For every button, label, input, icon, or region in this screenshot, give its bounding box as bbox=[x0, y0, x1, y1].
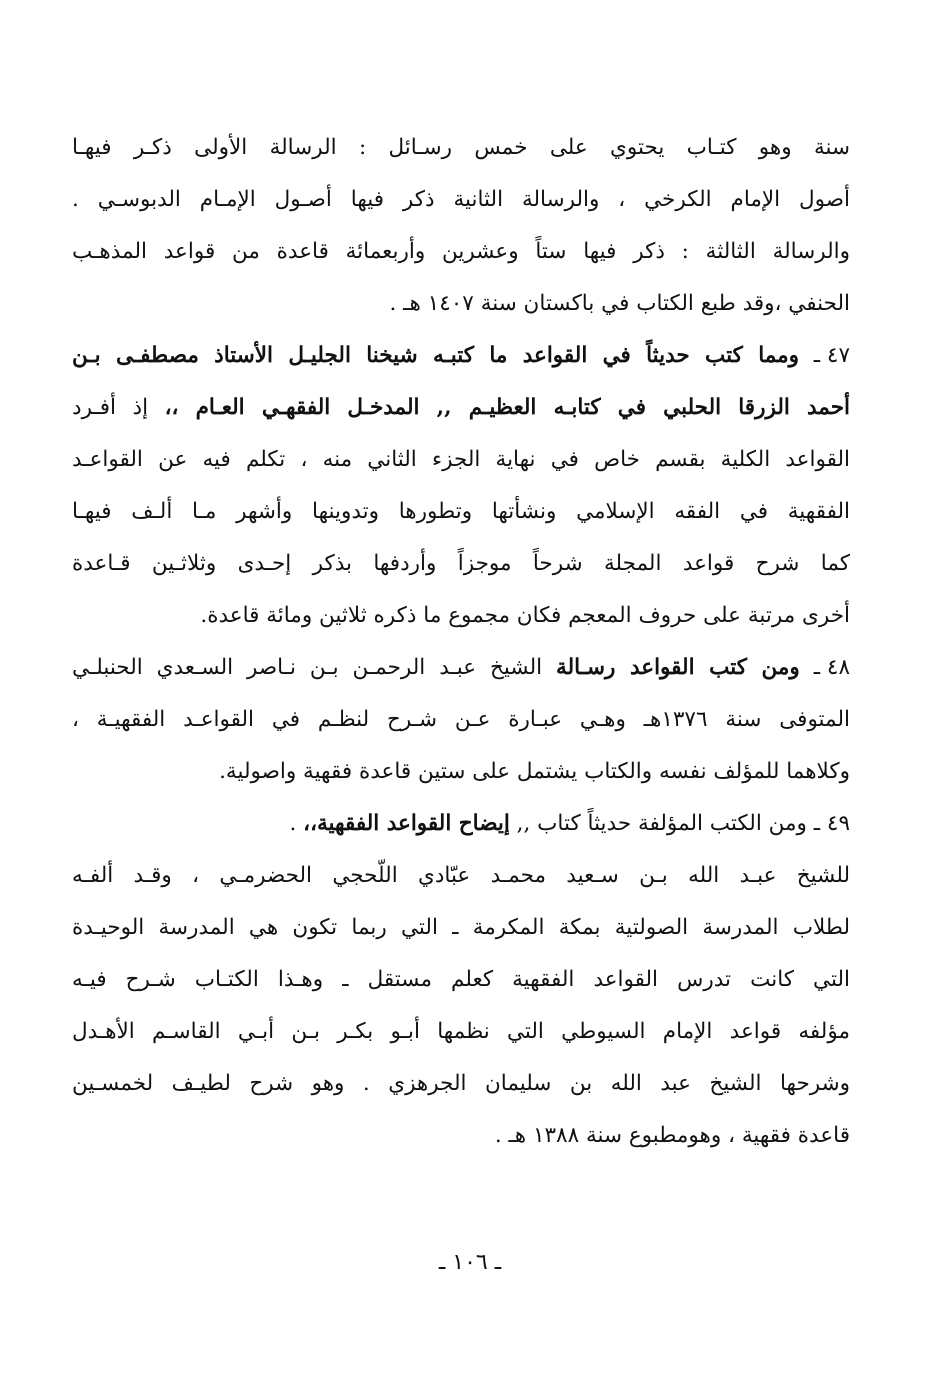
intro-line-3: والرسالة الثالثة : ذكر فيها ستاً وعشرين وأربعمائة قاعدة من قواعد المذهـب bbox=[72, 239, 850, 264]
entry-48-line-2: المتوفى سنة ١٣٧٦هـ وهـي عبـارة عـن شـرح لنظـم في القواعـد الفقهيـة ، bbox=[72, 707, 850, 732]
entry-49-line-4: التي كانت تدرس القواعد الفقهية كعلم مستقل ـ وهـذا الكتـاب شـرح فيـه bbox=[72, 967, 850, 992]
entry-48-bold-lead: ومن كتب القواعد رسـالة bbox=[556, 655, 800, 680]
entry-47-line-3: القواعد الكلية بقسم خاص في نهاية الجزء الثاني منه ، تكلم فيه عن القواعـد bbox=[72, 447, 850, 472]
entry-47-line-5: كما شرح قواعد المجلة شرحاً موجزاً وأردفها بذكر إحـدى وثلاثـين قـاعدة bbox=[72, 551, 850, 576]
entry-48-line-1 bbox=[72, 642, 850, 694]
entry-48-number: ٤٨ ـ bbox=[813, 655, 850, 680]
entry-48-line-1-tail: الشيخ عبـد الرحمـن بـن نـاصر السـعدي الحنبلـي bbox=[72, 655, 543, 680]
intro-line-1: سنة وهو كتـاب يحتوي على خمس رسـائل : الرسالة الأولى ذكـر فيهـا bbox=[72, 135, 850, 160]
entry-47-bold-line-1: ومما كتب حديثاً في القواعد ما كتبـه شيخنا الجليـل الأستاذ مصطفـى بـن bbox=[72, 343, 800, 368]
entry-49-line-2: للشيخ عبـد الله بـن سـعيد محمـد عبّادي اللّحجي الحضرمـي ، وقـد ألفـه bbox=[72, 863, 850, 888]
entry-47-line-1 bbox=[72, 330, 850, 382]
entry-47-line-6: أخرى مرتبة على حروف المعجم فكان مجموع ما ذكره ثلاثين ومائة قاعدة. bbox=[200, 603, 850, 628]
intro-line-2: أصول الإمام الكرخي ، والرسالة الثانية ذكر فيها أصـول الإمـام الدبوسـي . bbox=[72, 187, 850, 212]
entry-47-line-2-tail: إذ أفـرد bbox=[72, 395, 149, 420]
entry-47-line-2 bbox=[72, 382, 850, 434]
page-number: ـ ١٠٦ ـ bbox=[438, 1250, 502, 1275]
entry-49 bbox=[72, 798, 850, 1162]
entry-49-lead: ومن الكتب المؤلفة حديثاً كتاب ,, bbox=[516, 811, 807, 836]
entry-48 bbox=[72, 642, 850, 798]
entry-49-number: ٤٩ ـ bbox=[813, 811, 850, 836]
entry-49-bold-title: إيضاح القواعد الفقهية،، bbox=[303, 811, 510, 836]
entry-47-line-4: الفقهية في الفقه الإسلامي ونشأتها وتطورها وتدوينها وأشهر مـا ألـف فيهـا bbox=[72, 499, 850, 524]
intro-line-4: الحنفي ،وقد طبع الكتاب في باكستان سنة ١٤٠٧ هـ . bbox=[389, 291, 850, 316]
entry-49-line-5: مؤلفه قواعد الإمام السيوطي التي نظمها أبـو بكـر بـن أبـي القاسـم الأهـدل bbox=[72, 1019, 850, 1044]
entry-47 bbox=[72, 330, 850, 642]
entry-49-trail: . bbox=[289, 811, 297, 836]
entry-49-line-6: وشرحها الشيخ عبد الله بن سليمان الجرهزي . وهو شرح لطيـف لخمسـين bbox=[72, 1071, 850, 1096]
entry-49-line-3: لطلاب المدرسة الصولتية بمكة المكرمة ـ التي ربما تكون هي المدرسة الوحيـدة bbox=[72, 915, 850, 940]
entry-47-bold-line-2: أحمد الزرقا الحلبي في كتابـه العظيـم ,, المدخـل الفقهـي العـام ،، bbox=[164, 395, 850, 420]
entry-47-number: ٤٧ ـ bbox=[813, 343, 850, 368]
entry-49-line-7: قاعدة فقهية ، وهومطبوع سنة ١٣٨٨ هـ . bbox=[494, 1123, 850, 1148]
intro-paragraph bbox=[72, 122, 850, 330]
entry-49-line-1 bbox=[72, 798, 850, 850]
entry-48-line-3: وكلاهما للمؤلف نفسه والكتاب يشتمل على ستين قاعدة فقهية واصولية. bbox=[219, 759, 850, 784]
page-body bbox=[72, 122, 850, 1162]
